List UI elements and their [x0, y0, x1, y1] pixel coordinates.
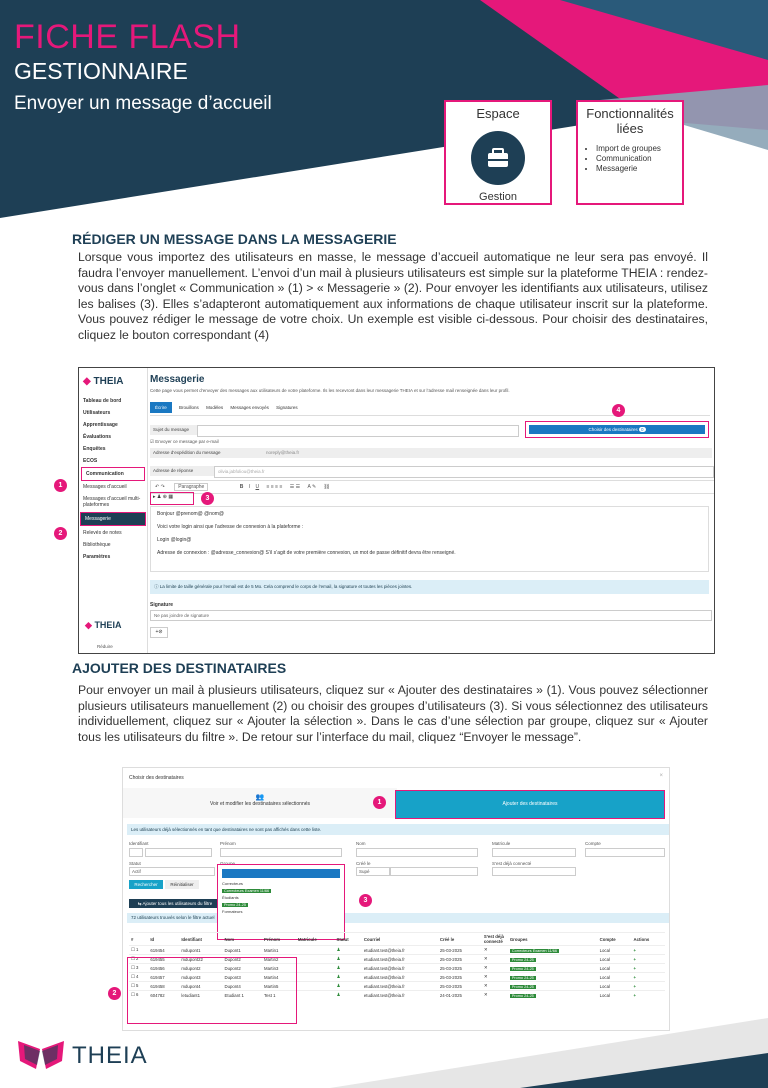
add-all-filter-button[interactable]: ⇆ Ajouter tous les utilisateurs du filtre: [129, 899, 221, 908]
tab-messages-envoyes[interactable]: Messages envoyés: [230, 405, 269, 410]
callout-2-recipients: 2: [108, 987, 121, 1000]
cell-id: 619458: [148, 982, 179, 991]
col-cree[interactable]: Créé le: [438, 933, 482, 946]
cell-compte: Local: [598, 973, 632, 982]
espace-value: Gestion: [479, 191, 517, 203]
cell-id: 604782: [148, 991, 179, 1000]
cell-id: 619455: [148, 955, 179, 964]
group-badge: Promo 24-25: [511, 975, 534, 980]
align-icons[interactable]: ≡ ≡ ≡ ≡: [266, 484, 283, 490]
status-user-icon: ♟: [335, 964, 362, 973]
col-actions[interactable]: Actions: [631, 933, 665, 946]
cell-cree: 25-03-2025: [438, 955, 482, 964]
messagerie-screenshot: [78, 367, 715, 654]
butterfly-icon: [16, 1037, 66, 1073]
page-subtitle: Envoyer un message d’accueil: [14, 93, 272, 114]
cell-matricule: [296, 946, 335, 955]
tab-signatures[interactable]: Signatures: [276, 405, 298, 410]
sidebar-logo: ◆ THEIA: [83, 376, 124, 387]
filter-compte-select[interactable]: [585, 848, 665, 857]
filter-statut-select[interactable]: Actif: [129, 867, 215, 876]
cell-cree: 25-03-2025: [438, 946, 482, 955]
row-number: 3: [136, 965, 139, 970]
cell-identifiant: mdupont2: [179, 964, 222, 973]
theia-logo: [16, 1037, 66, 1078]
cell-compte: Local: [598, 955, 632, 964]
col-groupes[interactable]: Groupes: [508, 933, 598, 946]
color-icons[interactable]: A ✎: [307, 484, 317, 490]
row-number: 2: [136, 956, 139, 961]
cell-compte: Local: [598, 991, 632, 1000]
group-badge: Promo 24-25: [511, 966, 534, 971]
cell-courriel: etudiant.test@theia.fr: [362, 955, 438, 964]
attach-button[interactable]: +⊘: [150, 627, 168, 638]
message-editor[interactable]: [150, 506, 709, 572]
sidebar-footer-logo: ◆ THEIA: [85, 620, 122, 630]
sidebar-item-welcome-messages[interactable]: Messages d’accueil: [83, 484, 127, 490]
cell-courriel: etudiant.test@theia.fr: [362, 991, 438, 1000]
size-info-banner: ⓘ La limite de taille générale pour l’email est de 5 Mo. Cela comprend le corps de l’email, la signature et toutes les pièces jointes.: [150, 580, 709, 594]
filter-prenom-label: Prénom: [220, 841, 236, 846]
role-title: GESTIONNAIRE: [14, 58, 188, 84]
add-icon[interactable]: +: [631, 973, 665, 982]
espace-card: [444, 100, 552, 205]
reduce-button[interactable]: Réduire: [97, 644, 113, 649]
filter-compte-label: Compte: [585, 841, 601, 846]
fonctionnalite-item: • Communication: [596, 154, 682, 164]
section1-text: Lorsque vous importez des utilisateurs en masse, le message d’accueil automatique ne leur sera pas envoyé. Il faudra l’envoyer manuellement. L’envoi d’un mail à plusieurs utilisateurs est simple sur la plateforme THEIA : rendez-vous dans l’onglet « Communication » (1) > « Messagerie » (2). Pour envoyer les identifiants aux utilisateurs, utilisez les balises (3). Elles s’adapteront automatiquement aux informations de chaque utilisateur inscrit sur la plateforme. Vous pouvez rédiger le message de votre choix. Un exemple est visible ci-dessous. Pour choisir des destinataires, cliquez le bouton correspondant (4): [78, 250, 708, 342]
cell-nom: Dupont4: [223, 982, 263, 991]
cell-groupes: [508, 982, 598, 991]
cell-groupes: [508, 946, 598, 955]
not-connected-icon: ✕: [482, 973, 508, 982]
group-badge: Promo 24-25: [511, 957, 534, 962]
filter-nom-label: Nom: [356, 841, 366, 846]
cell-compte: Local: [598, 964, 632, 973]
col-nom[interactable]: Nom: [223, 933, 263, 946]
users-icon: 👥: [255, 794, 265, 801]
fonctionnalites-card: [576, 100, 684, 205]
cell-prenom: Martin3: [262, 964, 296, 973]
cell-cree: 25-03-2025: [438, 973, 482, 982]
add-icon[interactable]: +: [631, 946, 665, 955]
sidebar-item-users[interactable]: Utilisateurs: [83, 410, 111, 416]
cell-prenom: Martin5: [262, 982, 296, 991]
cell-nom: Dupont2: [223, 955, 263, 964]
cell-compte: Local: [598, 946, 632, 955]
group-option[interactable]: Formateurs: [222, 909, 243, 914]
callout-4: 4: [612, 404, 625, 417]
filter-cree-label: Créé le: [356, 861, 371, 866]
fonctionnalite-item: • Messagerie: [596, 164, 682, 174]
filter-prenom-input[interactable]: [220, 848, 342, 857]
link-icon[interactable]: ⛓: [323, 484, 330, 490]
recipients-modal: [122, 767, 670, 1031]
tab-modeles[interactable]: Modèles: [206, 405, 224, 410]
col-connecte[interactable]: S’est déjà connecté: [482, 933, 508, 946]
add-icon[interactable]: +: [631, 955, 665, 964]
not-connected-icon: ✕: [482, 964, 508, 973]
col-prenom[interactable]: Prénom: [262, 933, 296, 946]
table-row[interactable]: [129, 946, 665, 955]
col-courriel[interactable]: Courriel: [362, 933, 438, 946]
cell-groupes: [508, 955, 598, 964]
editor-toolbar: [150, 480, 715, 494]
espace-label: Espace: [476, 106, 520, 121]
callout-3-recipients: 3: [359, 894, 372, 907]
cell-id: 619456: [148, 964, 179, 973]
paragraph-select[interactable]: Paragraphe: [174, 483, 208, 491]
cell-compte: Local: [598, 982, 632, 991]
footer-brand: THEIA: [72, 1042, 148, 1069]
tab-bar: [150, 402, 710, 416]
tab-ecrire[interactable]: Écrire: [150, 402, 172, 413]
cell-identifiant: mdupont3: [179, 973, 222, 982]
cell-identifiant: mdupont22: [179, 955, 222, 964]
sidebar-item-surveys[interactable]: Enquêtes: [83, 446, 106, 452]
cell-courriel: etudiant.test@theia.fr: [362, 973, 438, 982]
status-user-icon: ♟: [335, 973, 362, 982]
cell-courriel: etudiant.test@theia.fr: [362, 964, 438, 973]
sidebar-item-learning[interactable]: Apprentissage: [83, 422, 118, 428]
status-user-icon: ♟: [335, 991, 362, 1000]
not-connected-icon: ✕: [482, 955, 508, 964]
cell-prenom: Martin2: [262, 955, 296, 964]
group-badge: Correcteurs Examen 11/66: [511, 948, 557, 953]
sidebar: [79, 368, 148, 653]
row-checkbox[interactable]: ☐: [131, 992, 137, 997]
not-connected-icon: ✕: [482, 946, 508, 955]
cell-nom: Dupont1: [223, 946, 263, 955]
subject-input[interactable]: [197, 425, 519, 437]
table-header: [129, 933, 665, 946]
toolbox-icon: [471, 131, 525, 185]
tab-add-recipients[interactable]: Ajouter des destinataires: [395, 790, 665, 819]
fonctionnalites-title: Fonctionnalités liées: [586, 106, 674, 136]
cell-prenom: Martin4: [262, 973, 296, 982]
editor-line: Bonjour @prenom@ @nom@: [157, 511, 224, 517]
col-statut[interactable]: Statut: [335, 933, 362, 946]
filter-cree-op[interactable]: Supé: [356, 867, 390, 876]
notice-banner: Les utilisateurs déjà sélectionnés en tant que destinataires ne sont pas affichés dans cette liste.: [127, 824, 669, 835]
row-checkbox[interactable]: ☐: [131, 956, 137, 961]
status-user-icon: ♟: [335, 946, 362, 955]
cell-groupes: [508, 973, 598, 982]
cell-matricule: [296, 982, 335, 991]
status-user-icon: ♟: [335, 955, 362, 964]
col-id[interactable]: Id: [148, 933, 179, 946]
cell-prenom: Test 1: [262, 991, 296, 1000]
row-checkbox[interactable]: ☐: [131, 965, 137, 970]
sidebar-item-dashboard[interactable]: Tableau de bord: [83, 398, 122, 404]
col-matricule[interactable]: Matricule: [296, 933, 335, 946]
not-connected-icon: ✕: [482, 991, 508, 1000]
filter-identifiant-op[interactable]: [129, 848, 143, 857]
group-option[interactable]: Correcteurs: [222, 881, 243, 886]
recipient-count-badge: 0: [641, 427, 644, 432]
italic-icon[interactable]: I: [248, 484, 251, 490]
cell-nom: Etudiant 1: [223, 991, 263, 1000]
cell-cree: 25-03-2025: [438, 982, 482, 991]
status-user-icon: ♟: [335, 982, 362, 991]
found-banner: 72 utilisateurs trouvés selon le filtre actuel: [127, 913, 669, 923]
add-icon[interactable]: +: [631, 964, 665, 973]
col-compte[interactable]: Compte: [598, 933, 632, 946]
col-identifiant[interactable]: Identifiant: [179, 933, 222, 946]
filter-cree-input[interactable]: [390, 867, 478, 876]
section1-title: RÉDIGER UN MESSAGE DANS LA MESSAGERIE: [72, 231, 397, 247]
sidebar-item-communication[interactable]: Communication: [81, 467, 145, 481]
signature-label: Signature: [150, 602, 174, 608]
underline-icon[interactable]: U: [255, 484, 260, 490]
section2-text: Pour envoyer un mail à plusieurs utilisateurs, cliquez sur « Ajouter des destinataires » (1). Vous pouvez sélectionner plusieurs utilisateurs manuellement (2) ou choisir des groupes d’utilisateurs (3). Si vous sélectionnez des utilisateurs individuellement, cliquez sur « Ajouter la sélection ». Dans le cas d’une sélection par groupe, cliquez sur « Ajouter tous les utilisateurs du filtre ». De retour sur l’interface du mail, cliquez “Envoyer le message”.: [78, 683, 708, 744]
cell-prenom: Martin1: [262, 946, 296, 955]
group-dropdown[interactable]: [217, 864, 345, 940]
cell-identifiant: mdupont4: [179, 982, 222, 991]
cell-matricule: [296, 973, 335, 982]
row-number: 5: [136, 983, 139, 988]
group-option[interactable]: Correcteurs Examen 11/66: [224, 889, 270, 893]
group-badge: Promo 24-25: [511, 984, 534, 989]
sidebar-item-evaluations[interactable]: Évaluations: [83, 434, 112, 440]
choose-recipients-button[interactable]: Choisir des destinataires 0: [529, 425, 705, 434]
editor-line: Voici votre login ainsi que l’adresse de connexion à la plateforme :: [157, 524, 304, 530]
fonctionnalite-item: • Import de groupes: [596, 144, 682, 154]
sidebar-item-messagerie[interactable]: Messagerie: [81, 513, 145, 525]
group-dropdown-search[interactable]: [222, 869, 340, 878]
sidebar-item-settings[interactable]: Paramètres: [83, 554, 111, 560]
add-icon[interactable]: +: [631, 991, 665, 1000]
fonctionnalites-list: [578, 144, 682, 174]
cell-groupes: [508, 964, 598, 973]
cell-id: 619454: [148, 946, 179, 955]
filter-connecte-label: S’est déjà connecté: [492, 861, 532, 866]
row-checkbox[interactable]: ☐: [131, 947, 137, 952]
filter-nom-input[interactable]: [356, 848, 478, 857]
section2-title: AJOUTER DES DESTINATAIRES: [72, 660, 287, 676]
editor-line: Login @login@: [157, 537, 192, 543]
editor-line: Adresse de connexion : @adresse_connexion@ S’il s’agit de votre première connexion, un mot de passe définitif devra être renseigné.: [157, 550, 456, 556]
sidebar-item-welcome-multi[interactable]: Messages d’accueil multi-plateformes: [83, 496, 141, 508]
fiche-title: FICHE FLASH: [14, 18, 241, 56]
close-icon[interactable]: ×: [659, 773, 663, 779]
filter-matricule-input[interactable]: [492, 848, 576, 857]
sidebar-item-ecos[interactable]: ECOS: [83, 458, 98, 464]
row-number: 6: [136, 992, 139, 997]
not-connected-icon: ✕: [482, 982, 508, 991]
search-button[interactable]: Rechercher: [129, 880, 163, 889]
group-option[interactable]: Étudiants: [222, 895, 239, 900]
signature-select[interactable]: Ne pas joindre de signature: [150, 610, 712, 621]
sender-label: Adresse d’expédition du message: [150, 448, 263, 458]
filter-identifiant-label: Identifiant: [129, 841, 149, 846]
bold-icon[interactable]: B: [239, 484, 244, 490]
cell-identifiant: mdupont1: [179, 946, 222, 955]
row-checkbox[interactable]: ☐: [131, 983, 137, 988]
row-number: 4: [136, 974, 139, 979]
reset-button[interactable]: Réinitialiser: [165, 880, 199, 889]
cell-cree: 24-01-2025: [438, 991, 482, 1000]
col-index[interactable]: #: [129, 933, 148, 946]
callout-1-recipients: 1: [373, 796, 386, 809]
cell-matricule: [296, 955, 335, 964]
cell-nom: Dupont2: [223, 964, 263, 973]
group-option[interactable]: Promo 24-25: [224, 903, 246, 907]
cell-courriel: etudiant.test@theia.fr: [362, 982, 438, 991]
sender-value: noreply@theia.fr: [263, 448, 712, 458]
row-index[interactable]: [129, 946, 148, 955]
undo-icon[interactable]: ↶: [155, 484, 160, 490]
callout-3: 3: [201, 492, 214, 505]
page-description: Cette page vous permet d’envoyer des messages aux utilisateurs de votre plateforme. Ils les recevront dans leur messagerie THEIA et sur l’adresse mail renseignée dans leur profil.: [150, 388, 510, 393]
list-icons[interactable]: ☰ ☰: [289, 484, 301, 490]
modal-title: Choisir des destinataires: [129, 775, 184, 781]
cell-id: 619457: [148, 973, 179, 982]
add-icon[interactable]: +: [631, 982, 665, 991]
cell-cree: 25-03-2025: [438, 964, 482, 973]
reply-label: Adresse de réponse: [150, 466, 215, 476]
redo-icon[interactable]: ↷: [160, 484, 165, 490]
tag-buttons[interactable]: ▸ ♟ ⊕ ▦: [153, 494, 174, 500]
send-email-checkbox[interactable]: ☑ Envoyer ce message par e-mail: [150, 439, 219, 444]
group-badge: Promo 24-25: [511, 993, 534, 998]
page-title: Messagerie: [150, 374, 205, 385]
cell-courriel: etudiant.test@theia.fr: [362, 946, 438, 955]
callout-2: 2: [54, 527, 67, 540]
tab-brouillons[interactable]: Brouillons: [179, 405, 199, 410]
sidebar-item-grades[interactable]: Relevés de notes: [83, 530, 122, 536]
cell-matricule: [296, 964, 335, 973]
reply-input[interactable]: olivia.jabfoliou@theia.fr: [214, 466, 714, 478]
tab-selected-recipients[interactable]: 👥 Voir et modifier les destinataires sélectionnés: [123, 788, 397, 818]
filter-matricule-label: Matricule: [492, 841, 511, 846]
cell-nom: Dupont3: [223, 973, 263, 982]
cell-identifiant: letudiant1: [179, 991, 222, 1000]
filter-identifiant-input[interactable]: [145, 848, 212, 857]
sidebar-item-library[interactable]: Bibliothèque: [83, 542, 111, 548]
filter-statut-label: Statut: [129, 861, 141, 866]
subject-label: Sujet du message: [150, 425, 198, 435]
filter-connecte-select[interactable]: [492, 867, 576, 876]
callout-1: 1: [54, 479, 67, 492]
row-checkbox[interactable]: ☐: [131, 974, 137, 979]
row-number: 1: [136, 947, 139, 952]
